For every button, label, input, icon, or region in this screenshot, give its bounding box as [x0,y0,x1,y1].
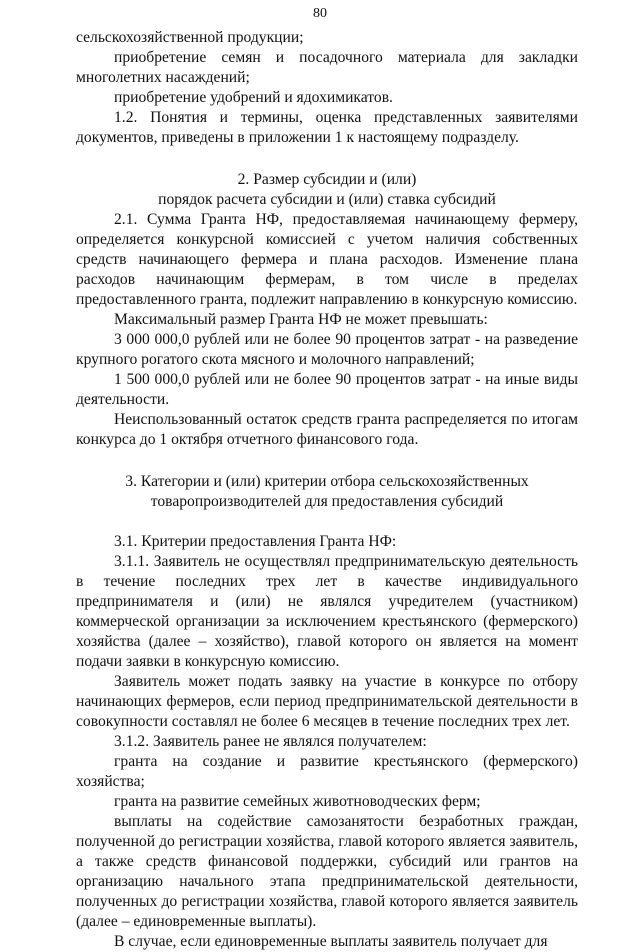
paragraph: В случае, если единовременные выплаты заявитель получает для [114,933,548,950]
paragraph: приобретение удобрений и ядохимикатов. [114,89,393,106]
paragraph: Неиспользованный остаток средств гранта распределяется по итогам конкурса до 1 октября отчетного финансового года. [76,411,578,448]
paragraph: 3.1.2. Заявитель ранее не являлся получателем: [114,733,427,750]
paragraph: выплаты на содействие самозанятости безработных граждан, полученной до регистрации хозяйства, главой которого является заявитель, а также средств финансовой поддержки, субсидий или грантов на организацию начального этапа предпринимательской деятельности, полученных до регистрации хозяйства, главой которого является заявитель (далее – единовременные выплаты). [76,813,578,930]
paragraph: Максимальный размер Гранта НФ не может превышать: [114,311,488,328]
section-2-subtitle: порядок расчета субсидии и (или) ставка субсидий [158,191,496,208]
paragraph: 2.1. Сумма Гранта НФ, предоставляемая начинающему фермеру, определяется конкурсной комиссией с учетом наличия собственных средств начинающего фермера и плана расходов. Изменение плана расходов начинающим фермерам, в том числе в пределах предоставленного гранта, подлежит направлению в конкурсную комиссию. [76,211,578,308]
paragraph: гранта на создание и развитие крестьянского (фермерского) хозяйства; [76,753,578,790]
paragraph: 3 000 000,0 рублей или не более 90 процентов затрат - на разведение крупного рогатого скота мясного и молочного направлений; [76,331,578,368]
paragraph: приобретение семян и посадочного материала для закладки многолетних насаждений; [76,49,578,86]
document-body [76,28,578,952]
paragraph: Заявитель может подать заявку на участие в конкурсе по отбору начинающих фермеров, если период предпринимательской деятельности в совокупности составлял не более 6 месяцев в течение последних трех лет. [76,673,578,730]
paragraph: 3.1.1. Заявитель не осуществлял предпринимательскую деятельность в течение последних трех лет в качестве индивидуального предпринимателя и (или) не являлся учредителем (участником) коммерческой организации за исключением крестьянского (фермерского) хозяйства (далее – хозяйство), главой которого он является на момент подачи заявки в конкурсную комиссию. [76,553,578,670]
section-2-title: 2. Размер субсидии и (или) [237,171,417,188]
paragraph: 1 500 000,0 рублей или не более 90 процентов затрат - на иные виды деятельности. [76,371,578,408]
section-3-title: 3. Категории и (или) критерии отбора сельскохозяйственных [125,473,529,490]
paragraph: сельскохозяйственной продукции; [76,29,304,46]
paragraph: 3.1. Критерии предоставления Гранта НФ: [114,533,397,550]
page-number: 80 [313,6,327,21]
section-3-subtitle: товаропроизводителей для предоставления субсидий [150,493,504,510]
paragraph: 1.2. Понятия и термины, оценка представленных заявителями документов, приведены в приложении 1 к настоящему подразделу. [76,109,578,146]
paragraph: гранта на развитие семейных животноводческих ферм; [114,793,481,810]
